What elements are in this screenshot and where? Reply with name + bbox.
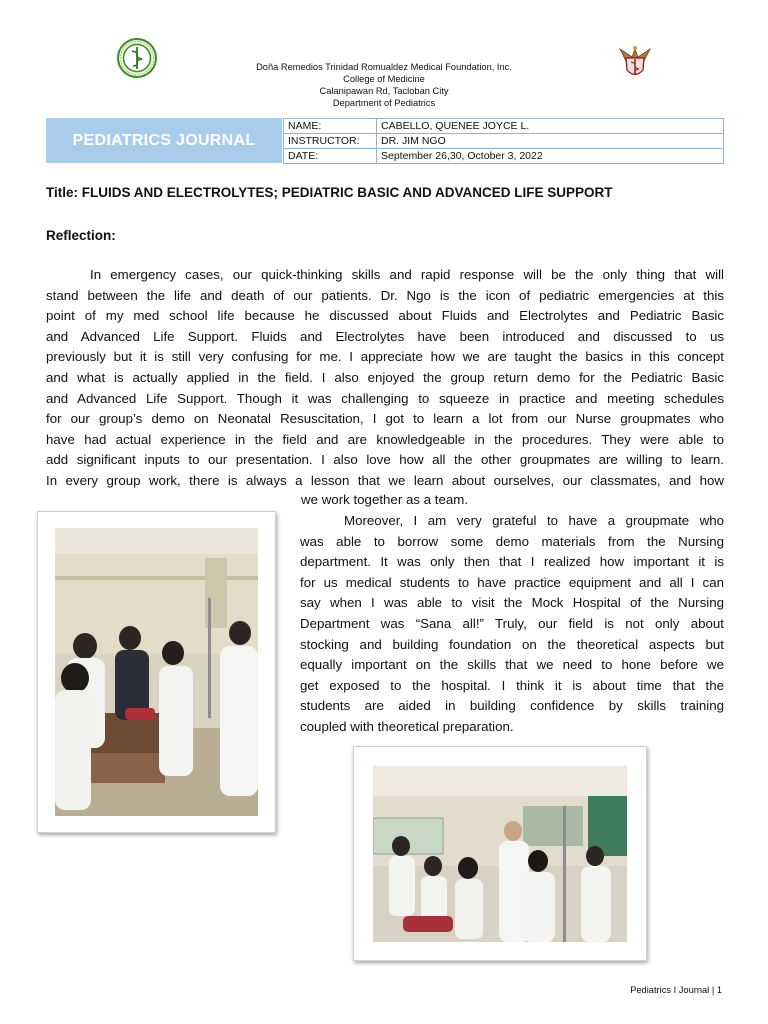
crest-logo — [617, 43, 653, 81]
institution-name: Doña Remedios Trinidad Romualdez Medical Foundation, Inc. — [256, 62, 512, 72]
text-line: In every group work, there is always a lesson that we learn about ourselves, our classmates, and how — [46, 472, 724, 488]
text-line: stand between the life and death of our patients. Dr. Ngo is the icon of pediatric emergencies at this — [46, 287, 724, 303]
info-row-instructor — [284, 134, 724, 149]
document-title: Title: FLUIDS AND ELECTROLYTES; PEDIATRIC BASIC AND ADVANCED LIFE SUPPORT — [46, 185, 613, 200]
info-row-date — [284, 149, 724, 164]
text-line: and Advanced Life Support. Though it was challenging to squeeze in practice and meeting schedules — [46, 390, 724, 406]
text-line: coupled with theoretical preparation. — [300, 718, 514, 734]
text-line: point of my med school life because he discussed about Fluids and Electrolytes and Pediatric Basic — [46, 308, 724, 324]
group-demo-photo-2 — [353, 746, 647, 961]
info-label: DATE: — [284, 149, 377, 164]
text-line: Department was “Sana all!” Truly, our field is not only about — [300, 615, 724, 631]
medical-college-seal-icon — [117, 38, 157, 78]
text-line: was able to borrow some demo materials from the Nursing — [300, 533, 724, 549]
caduceus-crest-icon — [617, 43, 653, 81]
info-value: DR. JIM NGO — [377, 134, 724, 149]
text-line: students are aided in building confidence by skills training — [300, 698, 724, 714]
text-line: say when I was able to visit the Mock Hospital of the Nursing — [300, 595, 724, 611]
text-line: get exposed to the hospital. I think it is about time that the — [300, 677, 724, 693]
student-info-table — [283, 118, 724, 164]
reflection-heading: Reflection: — [46, 228, 116, 243]
college-seal-logo — [117, 38, 157, 78]
group-demo-photo-1 — [37, 511, 276, 833]
text-line: Moreover, I am very grateful to have a groupmate who — [344, 513, 724, 528]
info-row-name — [284, 119, 724, 134]
photo-image — [373, 766, 627, 942]
institution-header — [160, 61, 608, 109]
text-line: for our group’s demo on Neonatal Resuscitation, I got to learn a lot from our Nurse groupmates who — [46, 411, 724, 427]
text-line: have had actual experience in the field and are knowledgeable in the procedures. They were able to — [46, 431, 724, 447]
info-label: NAME: — [284, 119, 377, 134]
page-footer: Pediatrics I Journal | 1 — [630, 985, 722, 995]
text-line: and Advanced Life Support. Fluids and Electrolytes have been introduced and discussed to us — [46, 328, 724, 344]
reflection-paragraph-2 — [300, 511, 724, 738]
department-name: Department of Pediatrics — [332, 98, 436, 108]
text-line: add significant inputs to our presentation. I also love how all the other groupmates are willing to learn. — [46, 452, 724, 468]
text-line: previously but it is still very confusing for me. I appreciate how we are taught the basics in this concept — [46, 349, 724, 365]
text-line: department. It was only then that I realized how important it is — [300, 554, 724, 570]
info-label: INSTRUCTOR: — [284, 134, 377, 149]
text-line: stocking and building foundation on the theoretical aspects but — [300, 636, 724, 652]
text-line: equally important on the skills that we need to hone before we — [300, 657, 724, 673]
college-name: College of Medicine — [343, 74, 425, 84]
journal-banner: PEDIATRICS JOURNAL — [46, 118, 282, 163]
text-line: we work together as a team. — [301, 492, 469, 507]
photo-image — [55, 528, 258, 816]
text-line: and what is actually applied in the field. I also enjoyed the group return demo for the Pediatric Basic — [46, 369, 724, 385]
info-value: CABELLO, QUENEE JOYCE L. — [377, 119, 724, 134]
reflection-paragraph-1 — [46, 265, 724, 492]
text-line: for us medical students to have practice equipment and all I can — [300, 574, 724, 590]
institution-address: Calanipawan Rd, Tacloban City — [319, 86, 449, 96]
text-line: In emergency cases, our quick-thinking skills and rapid response will be the only thing that will — [90, 267, 724, 282]
info-value: September 26,30, October 3, 2022 — [377, 149, 724, 164]
